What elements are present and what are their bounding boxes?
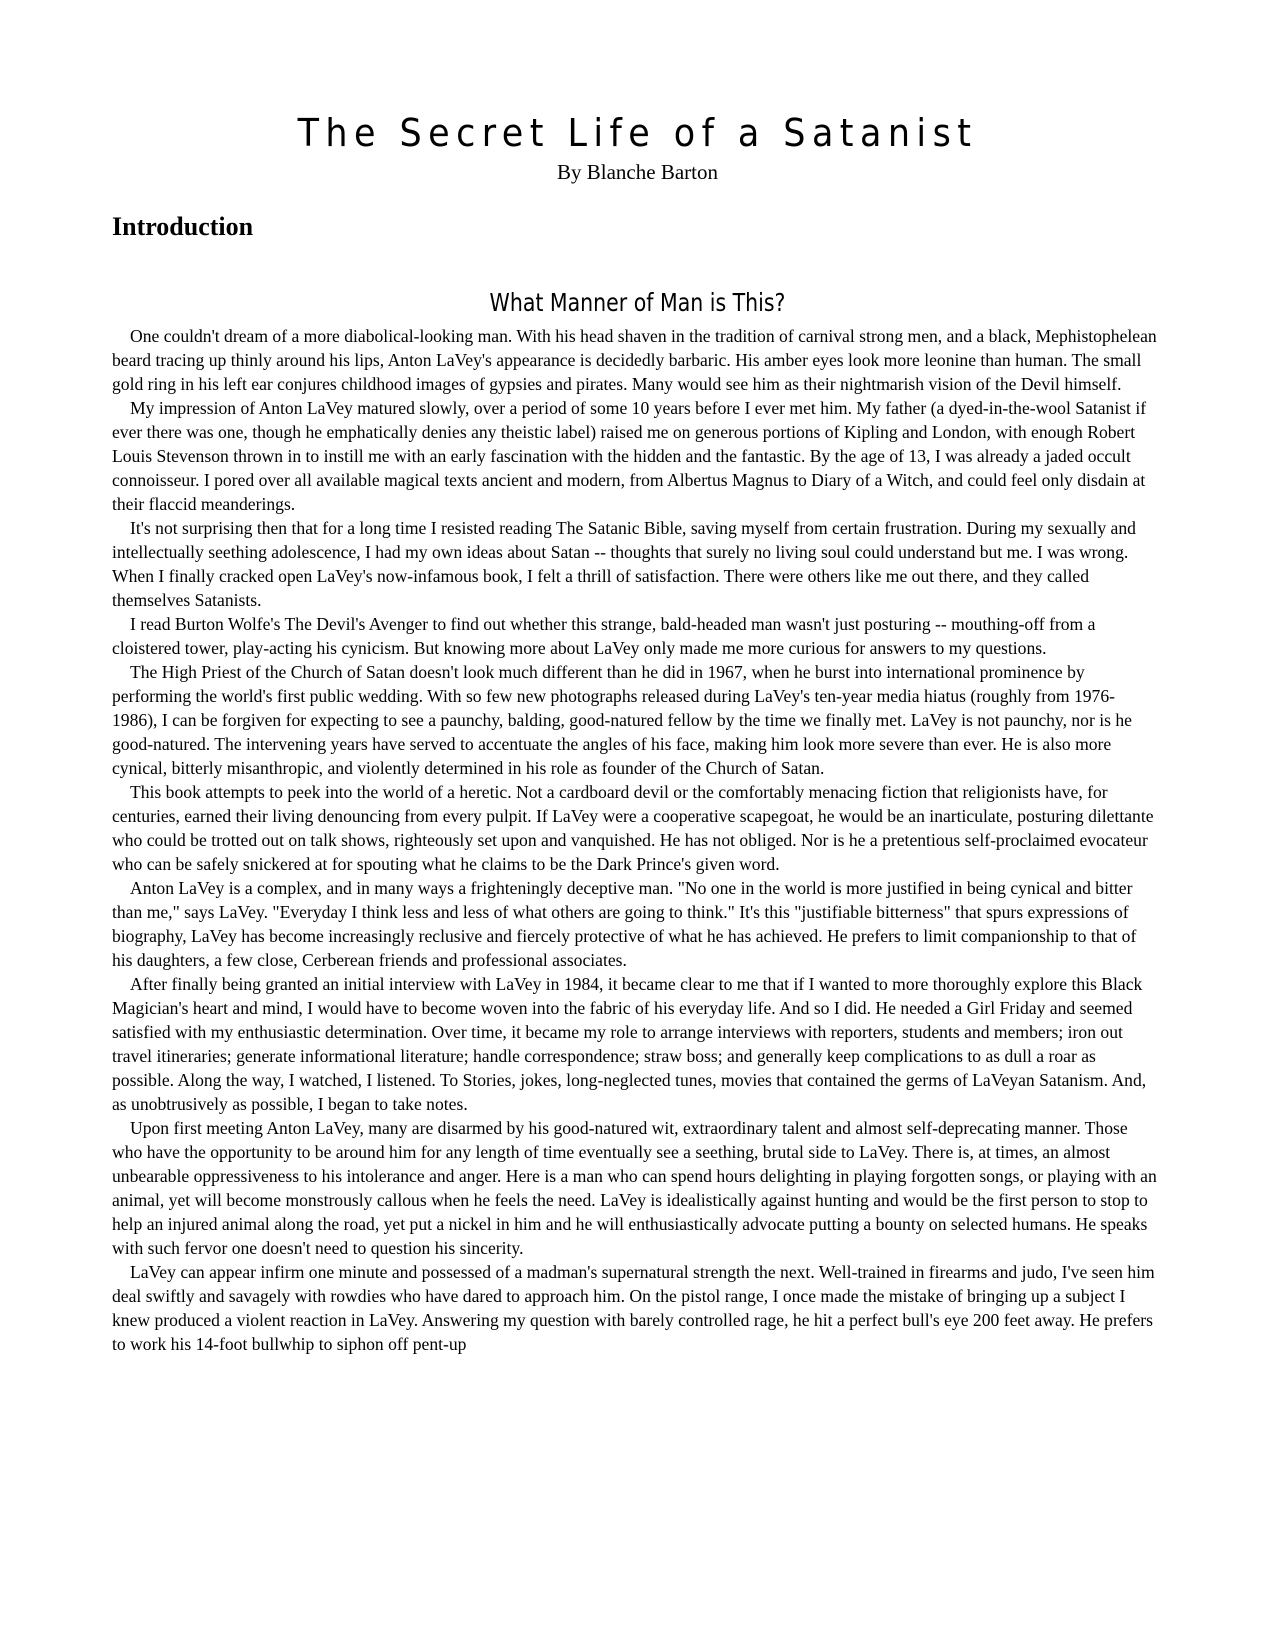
paragraph: This book attempts to peek into the world of a heretic. Not a cardboard devil or the comfortably menacing fiction that religionists have, for centuries, earned their living denouncing from every pulpit. If LaVey were a cooperative scapegoat, he would be an inarticulate, posturing dilettante who could be trotted out on talk shows, righteously set upon and vanquished. He has not obliged. Nor is he a pretentious self-proclaimed evocateur who can be safely snickered at for spouting what he claims to be the Dark Prince's given word. bbox=[112, 782, 1154, 874]
paragraph: LaVey can appear infirm one minute and possessed of a madman's supernatural strength the next. Well-trained in firearms and judo, I've seen him deal swiftly and savagely with rowdies who have dared to approach him. On the pistol range, I once made the mistake of bringing up a subject I knew produced a violent reaction in LaVey. Answering my question with barely controlled rage, he hit a perfect bull's eye 200 feet away. He prefers to work his 14-foot bullwhip to siphon off pent-up bbox=[112, 1262, 1155, 1354]
paragraph: One couldn't dream of a more diabolical-looking man. With his head shaven in the tradition of carnival strong men, and a black, Mephistophelean beard tracing up thinly around his lips, Anton LaVey's appearance is decidedly barbaric. His amber eyes look more leonine than human. The small gold ring in his left ear conjures childhood images of gypsies and pirates. Many would see him as their nightmarish vision of the Devil himself. bbox=[112, 326, 1157, 394]
paragraph: The High Priest of the Church of Satan doesn't look much different than he did in 1967, when he burst into international prominence by performing the world's first public wedding. With so few new photographs released during LaVey's ten-year media hiatus (roughly from 1976-1986), I can be forgiven for expecting to see a paunchy, balding, good-natured fellow by the time we finally met. LaVey is not paunchy, nor is he good-natured. The intervening years have served to accentuate the angles of his face, making him look more severe than ever. He is also more cynical, bitterly misanthropic, and violently determined in his role as founder of the Church of Satan. bbox=[112, 662, 1132, 778]
section-heading: Introduction bbox=[112, 212, 254, 241]
paragraph: Anton LaVey is a complex, and in many ways a frighteningly deceptive man. "No one in the world is more justified in being cynical and bitter than me," says LaVey. "Everyday I think less and less of what others are going to think." It's this "justifiable bitterness" that spurs expressions of biography, LaVey has become increasingly reclusive and fiercely protective of what he has achieved. He prefers to limit companionship to that of his daughters, a few close, Cerberean friends and professional associates. bbox=[112, 878, 1137, 970]
paragraph: Upon first meeting Anton LaVey, many are disarmed by his good-natured wit, extraordinary talent and almost self-deprecating manner. Those who have the opportunity to be around him for any length of time eventually see a seething, brutal side to LaVey. There is, at times, an almost unbearable oppressiveness to his intolerance and anger. Here is a man who can spend hours delighting in playing forgotten songs, or playing with an animal, yet will become monstrously callous when he feels the need. LaVey is idealistically against hunting and would be the first person to stop to help an injured animal along the road, yet put a nickel in him and he will enthusiastically advocate putting a bounty on selected humans. He speaks with such fervor one doesn't need to question his sincerity. bbox=[112, 1118, 1157, 1258]
paragraph: I read Burton Wolfe's The Devil's Avenger to find out whether this strange, bald-headed man wasn't just posturing -- mouthing-off from a cloistered tower, play-acting his cynicism. But knowing more about LaVey only made me more curious for answers to my questions. bbox=[112, 614, 1096, 658]
author-byline: By Blanche Barton bbox=[557, 160, 718, 184]
paragraph: It's not surprising then that for a long time I resisted reading The Satanic Bible, saving myself from certain frustration. During my sexually and intellectually seething adolescence, I had my own ideas about Satan -- thoughts that surely no living soul could understand but me. I was wrong. When I finally cracked open LaVey's now-infamous book, I felt a thrill of satisfaction. There were others like me out there, and they called themselves Satanists. bbox=[112, 518, 1136, 610]
paragraph: After finally being granted an initial interview with LaVey in 1984, it became clear to me that if I wanted to more thoroughly explore this Black Magician's heart and mind, I would have to become woven into the fabric of his everyday life. And so I did. He needed a Girl Friday and seemed satisfied with my enthusiastic determination. Over time, it became my role to arrange interviews with reporters, students and members; iron out travel itineraries; generate informational literature; handle correspondence; straw boss; and generally keep complications to as dull a roar as possible. Along the way, I watched, I listened. To Stories, jokes, long-neglected tunes, movies that contained the germs of LaVeyan Satanism. And, as unobtrusively as possible, I began to take notes. bbox=[112, 974, 1147, 1114]
document-title: The Secret Life of a Satanist bbox=[297, 111, 978, 155]
body-text bbox=[112, 324, 1160, 1356]
chapter-heading: What Manner of Man is This? bbox=[489, 288, 786, 317]
paragraph: My impression of Anton LaVey matured slowly, over a period of some 10 years before I ever met him. My father (a dyed-in-the-wool Satanist if ever there was one, though he emphatically denies any theistic label) raised me on generous portions of Kipling and London, with enough Robert Louis Stevenson thrown in to instill me with an early fascination with the hidden and the fantastic. By the age of 13, I was already a jaded occult connoisseur. I pored over all available magical texts ancient and modern, from Albertus Magnus to Diary of a Witch, and could feel only disdain at their flaccid meanderings. bbox=[112, 398, 1147, 514]
